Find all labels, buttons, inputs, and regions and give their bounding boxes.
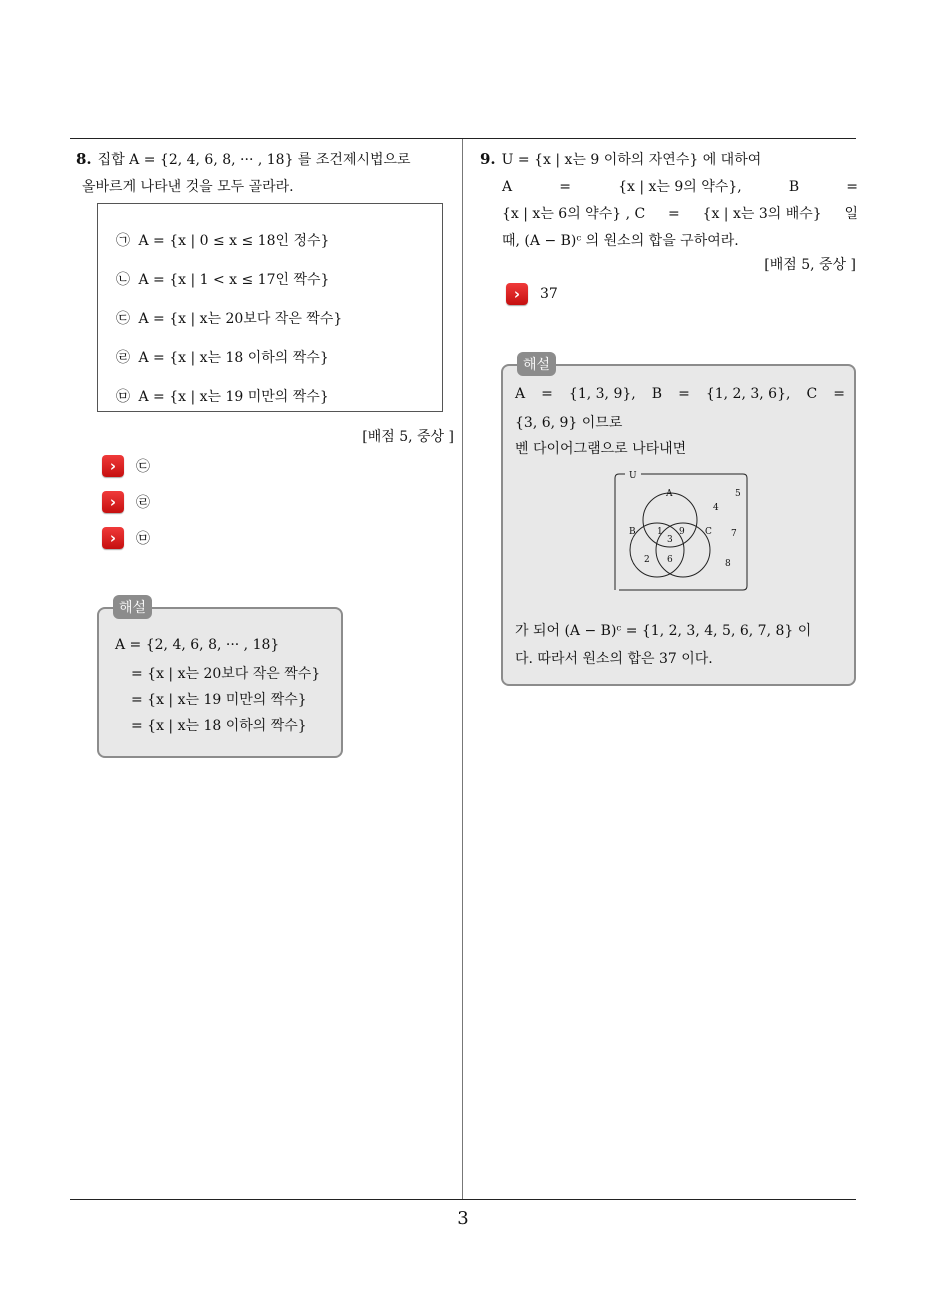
answer-text: ㉣ [136, 495, 150, 511]
question-9-solution [501, 357, 856, 686]
text-part: = [668, 206, 680, 222]
text-part: B [651, 386, 663, 402]
solution-line: {3, 6, 9} 이므로 [515, 415, 623, 431]
question-9-stem [480, 146, 858, 255]
solution-label: 해설 [517, 352, 556, 376]
choice-5-mark: ㉤ [116, 389, 130, 405]
universe-label: U [629, 471, 637, 481]
solution-line: 가 되어 (A − B)ᶜ = {1, 2, 3, 4, 5, 6, 7, 8} 이 [515, 623, 812, 639]
answer-text: 37 [540, 286, 558, 302]
chevron-right-icon: › [102, 527, 124, 549]
text-part: {x | x는 3의 배수} [702, 206, 822, 222]
footer-rule [70, 1199, 856, 1200]
text-part: B [788, 179, 800, 195]
venn-element: 8 [725, 559, 731, 569]
text-part: A [515, 386, 526, 402]
answer-item [102, 455, 150, 477]
choice-1[interactable] [116, 230, 329, 250]
choice-1-mark: ㉠ [116, 233, 130, 249]
solution-line: 다. 따라서 원소의 합은 37 이다. [515, 651, 713, 667]
text-part: {x | x는 6의 약수} , C [502, 206, 646, 222]
text-part: C [806, 386, 818, 402]
chevron-right-icon: › [506, 283, 528, 305]
page-number: 3 [457, 1208, 469, 1229]
question-9-line2 [480, 174, 858, 201]
choice-4-text: A = {x | x는 18 이하의 짝수} [138, 350, 329, 366]
answer-item [506, 283, 558, 305]
text-part: {1, 2, 3, 6}, [705, 386, 791, 402]
question-9-line1: U = {x | x는 9 이하의 자연수} 에 대하여 [501, 152, 762, 168]
question-9-score: [배점 5, 중상 ] [764, 257, 856, 273]
solution-line: = {x | x는 19 미만의 짝수} [131, 692, 307, 708]
header-rule [70, 138, 856, 139]
question-9-number: 9. [480, 150, 496, 168]
venn-element: 9 [679, 527, 685, 537]
text-part: {1, 3, 9}, [568, 386, 636, 402]
solution-line [515, 386, 845, 402]
set-label-A: A [666, 489, 673, 499]
choice-5[interactable] [116, 386, 329, 406]
choice-4[interactable] [116, 347, 329, 367]
choice-2-mark: ㉡ [116, 272, 130, 288]
question-8-number: 8. [76, 150, 92, 168]
venn-element: 6 [667, 555, 673, 565]
choice-3[interactable] [116, 308, 342, 328]
venn-element: 5 [735, 489, 741, 499]
answer-item [102, 491, 150, 513]
question-8-score: [배점 5, 중상 ] [362, 429, 454, 445]
text-part: = [833, 386, 845, 402]
question-8-choice-box [97, 203, 443, 412]
question-8-stem [76, 146, 460, 201]
text-part: = [678, 386, 690, 402]
choice-3-mark: ㉢ [116, 311, 130, 327]
choice-4-mark: ㉣ [116, 350, 130, 366]
question-9-line3 [480, 201, 858, 228]
text-part: 일 [844, 206, 858, 222]
choice-1-text: A = {x | 0 ≤ x ≤ 18인 정수} [138, 233, 330, 249]
question-9-line4: 때, (A − B)ᶜ 의 원소의 합을 구하여라. [502, 233, 739, 249]
set-label-B: B [629, 527, 636, 537]
text-part: {x | x는 9의 약수}, [618, 179, 742, 195]
venn-element: 3 [667, 535, 673, 545]
text-part: = [541, 386, 553, 402]
chevron-right-icon: › [102, 455, 124, 477]
venn-element: 1 [657, 527, 663, 537]
question-8-line2: 올바르게 나타낸 것을 모두 골라라. [82, 179, 294, 195]
solution-line: = {x | x는 20보다 작은 짝수} [131, 666, 321, 682]
choice-2-text: A = {x | 1 < x ≤ 17인 짝수} [138, 272, 330, 288]
chevron-right-icon: › [102, 491, 124, 513]
question-8-line1: 집합 A = {2, 4, 6, 8, ··· , 18} 를 조건제시법으로 [97, 152, 411, 168]
choice-5-text: A = {x | x는 19 미만의 짝수} [138, 389, 329, 405]
answer-item [102, 527, 150, 549]
question-8-solution [97, 600, 343, 758]
answer-text: ㉤ [136, 531, 150, 547]
choice-3-text: A = {x | x는 20보다 작은 짝수} [138, 311, 343, 327]
solution-line: 벤 다이어그램으로 나타내면 [515, 441, 687, 457]
set-label-C: C [705, 527, 712, 537]
choice-2[interactable] [116, 269, 329, 289]
answer-text: ㉢ [136, 459, 150, 475]
solution-line: = {x | x는 18 이하의 짝수} [131, 718, 307, 734]
venn-diagram [609, 470, 749, 596]
venn-element: 4 [713, 503, 719, 513]
column-divider [462, 139, 463, 1199]
text-part: = [559, 179, 571, 195]
text-part: = [846, 179, 858, 195]
venn-element: 7 [731, 529, 737, 539]
venn-element: 2 [644, 555, 650, 565]
solution-label: 해설 [113, 595, 152, 619]
solution-line: A = {2, 4, 6, 8, ··· , 18} [115, 637, 280, 653]
text-part: A [502, 179, 513, 195]
